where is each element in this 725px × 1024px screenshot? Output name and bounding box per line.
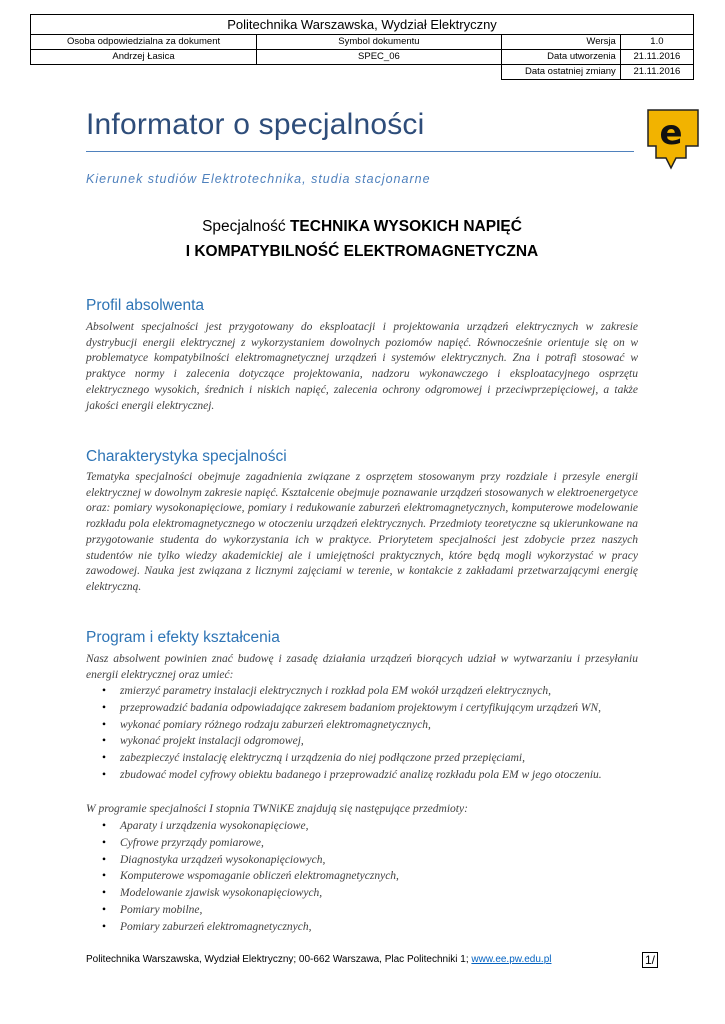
profile-paragraph: Absolwent specjalności jest przygotowany do eksploatacji i projektowania urządzeń elektrycznych w zakresie dystrybucji energii elektrycznej z wykorzystaniem dowolnych poziomów napięć. Równocześnie orientuje się on w problematyce kompatybilności elektromagnetycznej urządzeń i systemów elektrycznych. Zna i potrafi stosować w praktyce normy i zalecenia dotyczące projektowania, nadzoru wykonawczego i eksploatacyjnego osprzętu elektrycznego wysokich, średnich i niskich napięć, zalecenia ochrony odgromowej i przeciwprzepięciowej, a także jakości energii elektrycznej. (86, 321, 638, 412)
list-item: • Diagnostyka urządzeń wysokonapięciowych, (86, 852, 646, 869)
list-item: • zbudować model cyfrowy obiektu badanego i przeprowadzić analizę rozkładu pola EM w jego otoczeniu. (86, 767, 646, 784)
header-created-label: Data utworzenia (501, 50, 620, 65)
header-version-label: Wersja (501, 35, 620, 50)
subjects-intro: W programie specjalności I stopnia TWNiKE znajdują się następujące przedmioty: (86, 803, 468, 815)
header-modified-label: Data ostatniej zmiany (501, 65, 620, 80)
list-item: • wykonać projekt instalacji odgromowej, (86, 733, 646, 750)
list-item: • Cyfrowe przyrządy pomiarowe, (86, 835, 646, 852)
document-title: Informator o specjalności (86, 108, 425, 141)
list-item: • zmierzyć parametry instalacji elektrycznych i rozkład pola EM wokół urządzeń elektrycznych, (86, 683, 646, 700)
header-modified-value: 21.11.2016 (620, 65, 693, 80)
page-number: 1/ (642, 952, 658, 968)
header-empty-cell (257, 65, 502, 80)
list-item: • przeprowadzić badania odpowiadające zakresem badaniom projektowym i certyfikującym urządzeń WN, (86, 700, 646, 717)
faculty-logo-icon (640, 106, 702, 172)
header-institution: Politechnika Warszawska, Wydział Elektryczny (31, 15, 694, 35)
characteristics-paragraph: Tematyka specjalności obejmuje zagadnienia związane z osprzętem stosowanym przy rozdziale i przesyle energii elektrycznej w dowolnym zakresie napięć. Kształcenie obejmuje poznawanie urządzeń stosowanych w elektroenergetyce oraz: pomiary wysokonapięciowe, pomiary i redukowanie zaburzeń elektromagnetycznych, komputerowe modelowanie rozkładu pola elektromagnetycznego w otoczeniu urządzeń elektrycznych. Przedmioty teoretyczne są ukierunkowane na przygotowanie studenta do wykorzystania ich w praktyce. Priorytetem specjalności jest zdobycie przez naszych studentów nie tylko wiedzy akademickiej ale i umiejętności praktycznych, które będą mogli wykorzystać w pracy zawodowej. Nauka jest związana z licznymi zajęciami w terenie, w kontakcie z zakładami przetwarzającymi energię elektryczną. (86, 471, 638, 593)
footer-address: Politechnika Warszawska, Wydział Elektryczny; 00-662 Warszawa, Plac Politechniki 1; (86, 954, 472, 965)
skills-list (86, 683, 646, 784)
section-heading-characteristics: Charakterystyka specjalności (86, 448, 287, 465)
list-item: • zabezpieczyć instalację elektryczną i urządzenia do niej podłączone przed przepięciami, (86, 750, 646, 767)
title-divider (86, 151, 634, 152)
specialty-title-line1 (86, 218, 638, 236)
document-subtitle: Kierunek studiów Elektrotechnika, studia stacjonarne (86, 172, 431, 186)
list-item: • Pomiary zaburzeń elektromagnetycznych, (86, 919, 646, 936)
header-symbol-value: SPEC_06 (257, 50, 502, 65)
specialty-title-line2: I KOMPATYBILNOŚĆ ELEKTROMAGNETYCZNA (185, 243, 539, 260)
list-item: • Pomiary mobilne, (86, 902, 646, 919)
program-intro: Nasz absolwent powinien znać budowę i zasadę działania urządzeń biorących udział w wytwarzaniu i przesyłaniu energii elektrycznej oraz umieć: (86, 653, 638, 681)
list-item: • Modelowanie zjawisk wysokonapięciowych, (86, 885, 646, 902)
logo-letter: e (659, 113, 683, 153)
document-header-table (30, 14, 694, 80)
specialty-name-part1: TECHNIKA WYSOKICH NAPIĘĆ (289, 218, 522, 235)
specialty-prefix: Specjalność (202, 218, 286, 235)
list-item: • Aparaty i urządzenia wysokonapięciowe, (86, 818, 646, 835)
section-heading-program: Program i efekty kształcenia (86, 629, 280, 646)
list-item: • wykonać pomiary różnego rodzaju zaburzeń elektromagnetycznych, (86, 717, 646, 734)
header-created-value: 21.11.2016 (620, 50, 693, 65)
header-responsible-label: Osoba odpowiedzialna za dokument (31, 35, 257, 50)
header-symbol-label: Symbol dokumentu (257, 35, 502, 50)
list-item: • Komputerowe wspomaganie obliczeń elektromagnetycznych, (86, 868, 646, 885)
header-empty-cell (31, 65, 257, 80)
header-version-value: 1.0 (620, 35, 693, 50)
header-responsible-name: Andrzej Łasica (31, 50, 257, 65)
page-footer (86, 954, 551, 965)
section-heading-profile: Profil absolwenta (86, 297, 205, 314)
footer-website-link[interactable]: www.ee.pw.edu.pl (471, 954, 552, 965)
subjects-list (86, 818, 646, 936)
